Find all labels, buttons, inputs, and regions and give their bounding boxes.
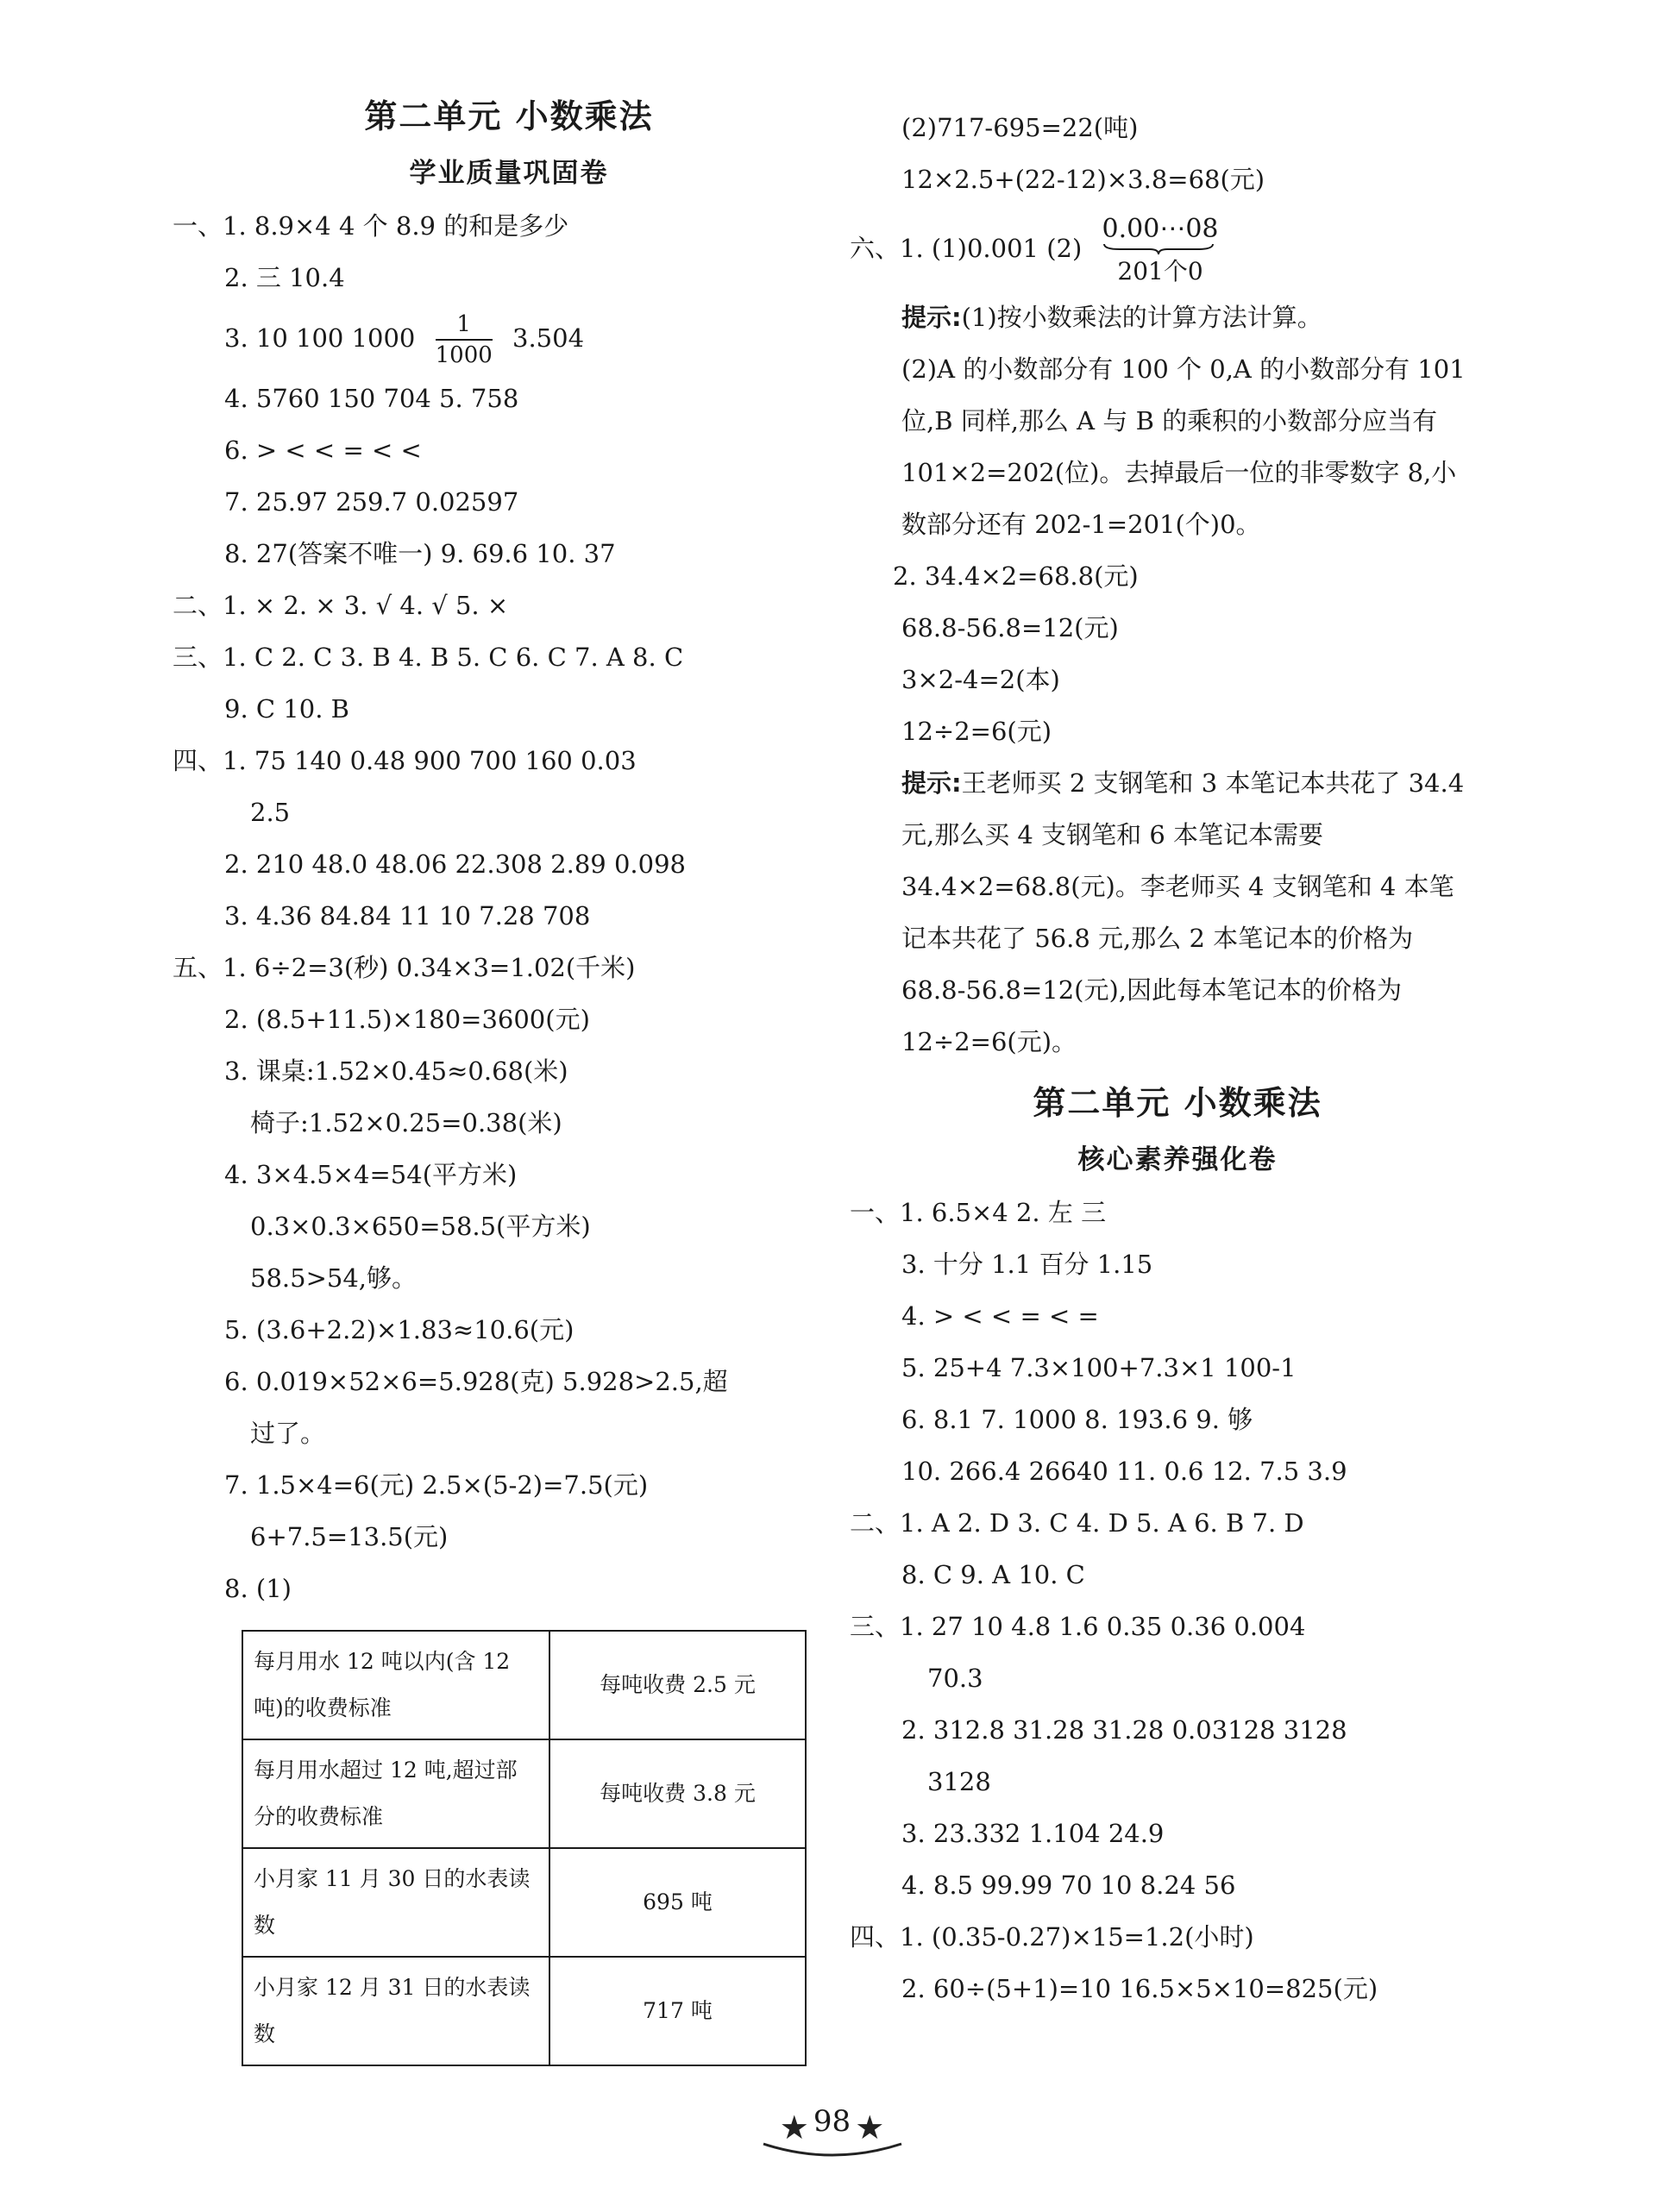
section-subtitle: 核心素养强化卷 bbox=[1077, 1144, 1278, 1175]
answer-line: 五、1. 6÷2=3(秒) 0.34×3=1.02(千米) bbox=[173, 953, 636, 982]
answer-line: 4. 3×4.5×4=54(平方米) bbox=[224, 1160, 518, 1189]
answer-line: 2. 312.8 31.28 31.28 0.03128 3128 bbox=[901, 1715, 1347, 1745]
answer-line: 8. C 9. A 10. C bbox=[901, 1560, 1085, 1589]
answer-line: 10. 266.4 26640 11. 0.6 12. 7.5 3.9 bbox=[901, 1457, 1347, 1486]
answer-line: 4. > < < = < = bbox=[901, 1301, 1099, 1331]
answer-line: 一、1. 6.5×4 2. 左 三 bbox=[850, 1198, 1107, 1227]
answer-line: 3. 4.36 84.84 11 10 7.28 708 bbox=[224, 901, 591, 931]
underbrace-bottom: 201个0 bbox=[1117, 257, 1203, 285]
answer-line: 过了。 bbox=[250, 1419, 326, 1448]
answer-line: 4. 8.5 99.99 70 10 8.24 56 bbox=[901, 1870, 1236, 1900]
answer-line: 四、1. (0.35-0.27)×15=1.2(小时) bbox=[850, 1922, 1254, 1952]
answer-line: 二、1. × 2. × 3. √ 4. √ 5. × bbox=[173, 591, 509, 620]
answer-line-brace bbox=[850, 205, 1505, 291]
answer-line: 2. 34.4×2=68.8(元) bbox=[893, 561, 1139, 591]
answer-line: 6. > < < = < < bbox=[224, 436, 422, 465]
answer-line: 三、1. C 2. C 3. B 4. B 5. C 6. C 7. A 8. C bbox=[173, 642, 684, 672]
answer-line: 7. 1.5×4=6(元) 2.5×(5-2)=7.5(元) bbox=[224, 1470, 649, 1500]
table-cell: 695 吨 bbox=[549, 1848, 806, 1957]
answer-line: 6. 8.1 7. 1000 8. 193.6 9. 够 bbox=[901, 1405, 1253, 1434]
answer-line: 2. 三 10.4 bbox=[224, 263, 345, 292]
answer-line: 9. C 10. B bbox=[224, 694, 349, 724]
answer-line: (2)717-695=22(吨) bbox=[901, 113, 1139, 142]
table-cell: 小月家 11 月 30 日的水表读数 bbox=[242, 1848, 549, 1957]
table-row bbox=[242, 1848, 806, 1957]
answer-line: 3128 bbox=[927, 1767, 991, 1796]
answer-line: 2. 210 48.0 48.06 22.308 2.89 0.098 bbox=[224, 849, 686, 879]
hint-text: 王老师买 2 支钢笔和 3 本笔记本共花了 34.4 元,那么买 4 支钢笔和 6 本笔记本需要 34.4×2=68.8(元)。李老师买 4 支钢笔和 4 本笔记本共花了 56.8 元,那么 2 本笔记本的价格为 68.8-56.8=12(元),因此每本笔记本的价格为 12÷2=6(元)。 bbox=[901, 768, 1465, 1056]
hint-paragraph: (2)A 的小数部分有 100 个 0,A 的小数部分有 101 位,B 同样,那么 A 与 B 的乘积的小数部分应当有 101×2=202(位)。去掉最后一位的非零数字 8,小数部分还有 202-1=201(个)0。 bbox=[901, 354, 1466, 539]
table-cell: 717 吨 bbox=[549, 1957, 806, 2065]
answer-line: 一、1. 8.9×4 4 个 8.9 的和是多少 bbox=[173, 211, 569, 241]
fraction-denominator: 1000 bbox=[435, 342, 493, 368]
section-title: 第二单元 小数乘法 bbox=[1033, 1084, 1322, 1122]
answer-line: 6+7.5=13.5(元) bbox=[250, 1522, 449, 1551]
answer-line: 四、1. 75 140 0.48 900 700 160 0.03 bbox=[173, 746, 637, 775]
answer-text: 3. 10 100 1000 bbox=[224, 323, 416, 353]
hint-line bbox=[850, 291, 1505, 343]
answer-line: 二、1. A 2. D 3. C 4. D 5. A 6. B 7. D bbox=[850, 1508, 1304, 1538]
table-cell: 每吨收费 3.8 元 bbox=[549, 1739, 806, 1848]
table-cell: 每月用水超过 12 吨,超过部分的收费标准 bbox=[242, 1739, 549, 1848]
hint-paragraph bbox=[850, 757, 1471, 1068]
answer-line: 8. 27(答案不唯一) 9. 69.6 10. 37 bbox=[224, 539, 616, 568]
answer-line: 0.3×0.3×650=58.5(平方米) bbox=[250, 1212, 591, 1241]
star-icon: ★ bbox=[779, 2108, 809, 2146]
water-fee-table bbox=[242, 1630, 807, 2066]
table-row bbox=[242, 1631, 806, 1739]
answer-line: 3×2-4=2(本) bbox=[901, 665, 1060, 694]
page-number: 98 bbox=[813, 2104, 851, 2139]
answer-line: 3. 23.332 1.104 24.9 bbox=[901, 1819, 1165, 1848]
answer-line: 三、1. 27 10 4.8 1.6 0.35 0.36 0.004 bbox=[850, 1612, 1306, 1641]
answer-line: 58.5>54,够。 bbox=[250, 1263, 417, 1293]
answer-line: 6. 0.019×52×6=5.928(克) 5.928>2.5,超 bbox=[224, 1367, 728, 1396]
answer-line: 7. 25.97 259.7 0.02597 bbox=[224, 487, 519, 517]
answer-line: 12×2.5+(22-12)×3.8=68(元) bbox=[901, 165, 1265, 194]
answer-line: 8. (1) bbox=[224, 1574, 292, 1603]
hint-label: 提示: bbox=[901, 768, 962, 798]
swoosh-decoration-icon bbox=[759, 2140, 906, 2161]
star-icon: ★ bbox=[855, 2108, 885, 2146]
answer-line: 3. 课桌:1.52×0.45≈0.68(米) bbox=[224, 1056, 568, 1086]
answer-line: 12÷2=6(元) bbox=[901, 717, 1052, 746]
answer-line: 5. 25+4 7.3×100+7.3×1 100-1 bbox=[901, 1353, 1297, 1382]
answer-line: 68.8-56.8=12(元) bbox=[901, 613, 1119, 642]
answer-line: 椅子:1.52×0.25=0.38(米) bbox=[250, 1108, 562, 1137]
underbrace-top: 0.00⋯08 bbox=[1102, 214, 1219, 244]
section-title: 第二单元 小数乘法 bbox=[364, 97, 654, 135]
table-row bbox=[242, 1957, 806, 2065]
answer-line-fraction bbox=[173, 304, 845, 373]
table-row bbox=[242, 1739, 806, 1848]
underbrace-icon bbox=[1102, 242, 1215, 256]
underbrace-number bbox=[1102, 216, 1219, 284]
table-cell: 小月家 12 月 31 日的水表读数 bbox=[242, 1957, 549, 2065]
answer-line: 3. 十分 1.1 百分 1.15 bbox=[901, 1250, 1153, 1279]
answer-text: 3.504 bbox=[512, 323, 585, 353]
section-subtitle: 学业质量巩固卷 bbox=[409, 158, 609, 189]
fraction bbox=[436, 313, 493, 367]
right-column bbox=[850, 102, 1505, 2015]
hint-label: 提示: bbox=[901, 303, 962, 332]
answer-line: 2. (8.5+11.5)×180=3600(元) bbox=[224, 1005, 590, 1034]
answer-line: 4. 5760 150 704 5. 758 bbox=[224, 384, 519, 413]
answer-line: 70.3 bbox=[927, 1664, 983, 1693]
answer-text: 六、1. (1)0.001 (2) bbox=[850, 234, 1083, 263]
left-column bbox=[173, 86, 845, 2066]
answer-line: 5. (3.6+2.2)×1.83≈10.6(元) bbox=[224, 1315, 575, 1344]
answer-line: 2. 60÷(5+1)=10 16.5×5×10=825(元) bbox=[901, 1974, 1378, 2003]
hint-text: (1)按小数乘法的计算方法计算。 bbox=[961, 303, 1322, 332]
table-cell: 每月用水 12 吨以内(含 12 吨)的收费标准 bbox=[242, 1631, 549, 1739]
fraction-numerator: 1 bbox=[436, 313, 493, 341]
answer-line: 2.5 bbox=[250, 798, 291, 827]
table-cell: 每吨收费 2.5 元 bbox=[549, 1631, 806, 1739]
